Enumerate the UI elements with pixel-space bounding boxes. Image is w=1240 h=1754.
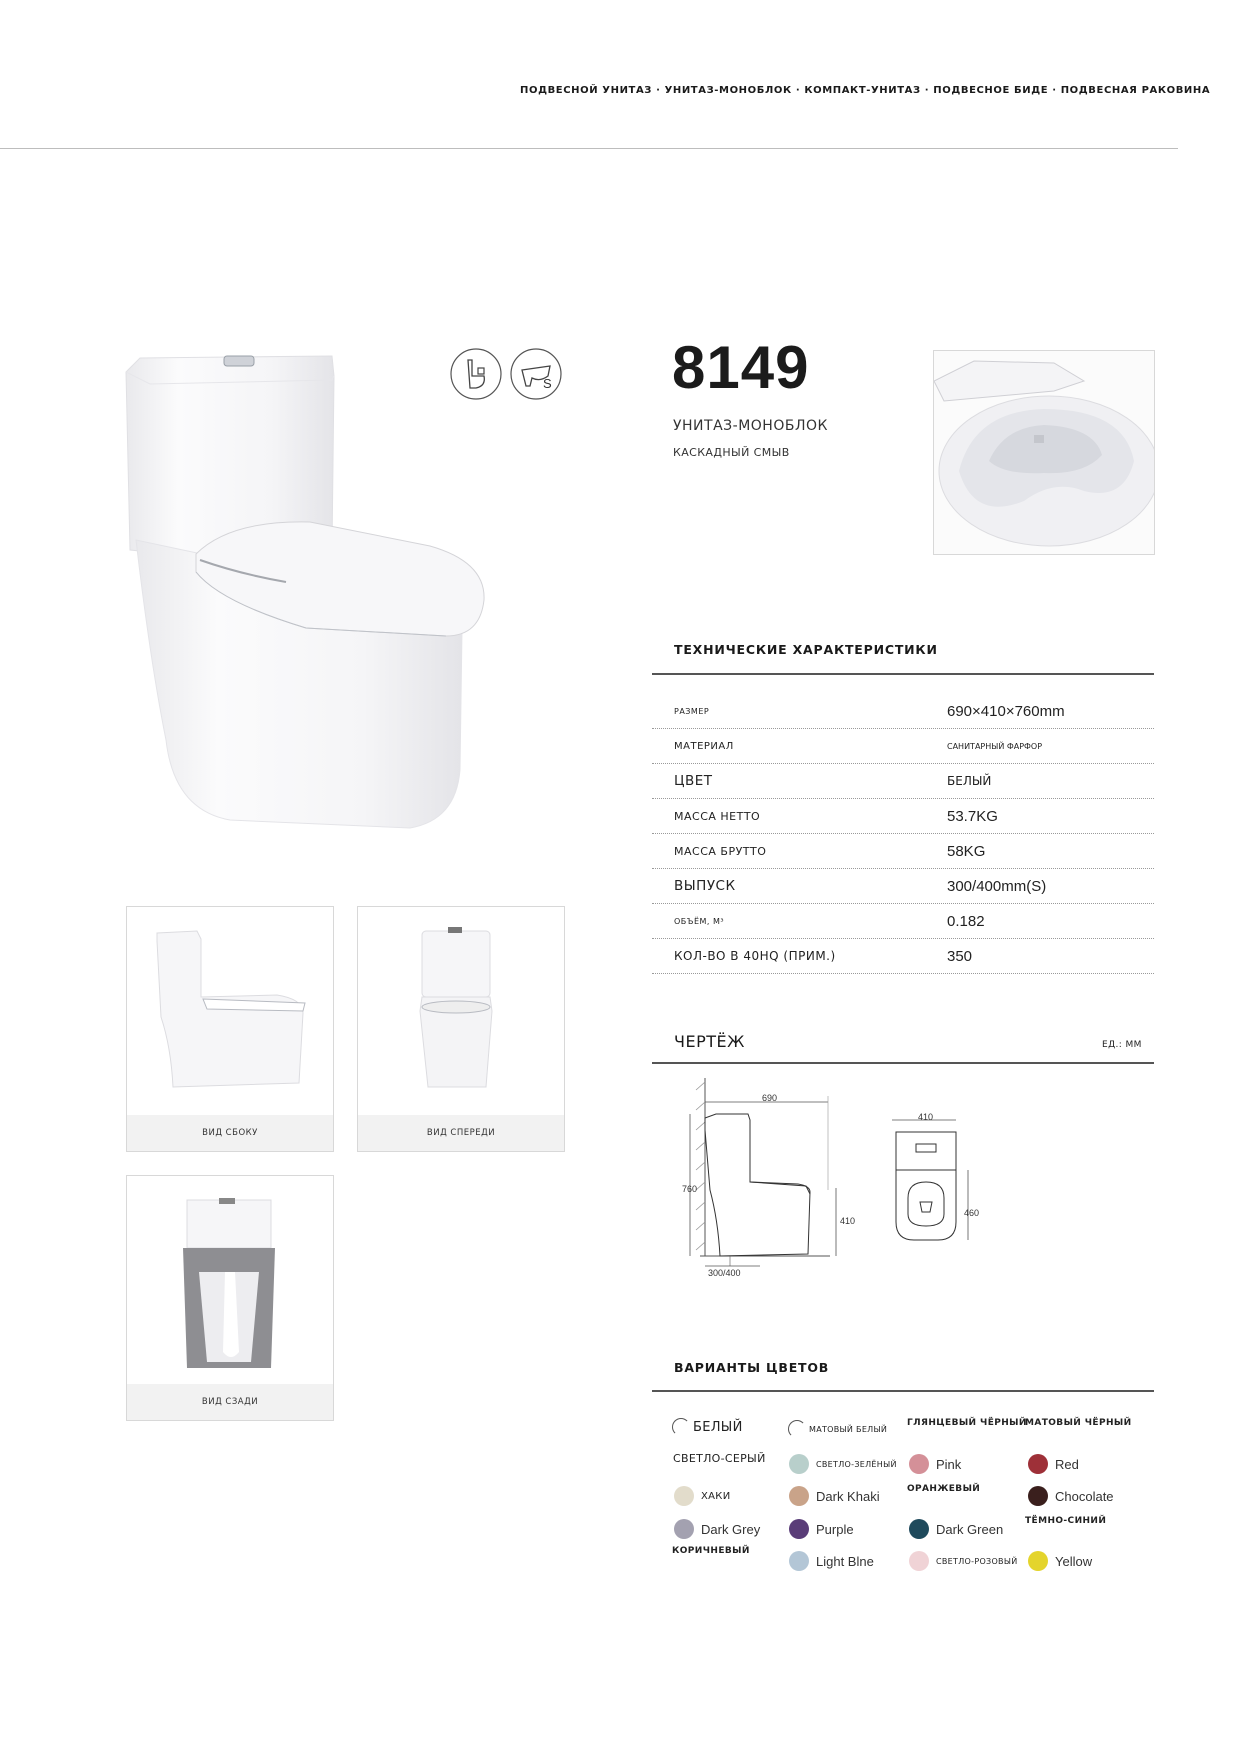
color-label: ОРАНЖЕВЫЙ [907, 1484, 981, 1494]
colors-title: ВАРИАНТЫ ЦВЕТОВ [674, 1360, 830, 1375]
color-label: Dark Green [936, 1521, 1004, 1537]
drawing-unit: ЕД.: ММ [1102, 1040, 1142, 1050]
dark-grey-swatch [674, 1519, 694, 1539]
spec-value: САНИТАРНЫЙ ФАРФОР [947, 741, 1043, 751]
dark-green-swatch [909, 1519, 929, 1539]
color-label: ТЁМНО-СИНИЙ [1025, 1516, 1107, 1526]
color-dark-khaki [789, 1486, 880, 1506]
color-label: КОРИЧНЕВЫЙ [672, 1546, 750, 1556]
pink-swatch [909, 1454, 929, 1474]
color-label: ГЛЯНЦЕВЫЙ ЧЁРНЫЙ [907, 1418, 1027, 1428]
color-label: Dark Grey [701, 1521, 761, 1537]
color-label: Yellow [1055, 1553, 1093, 1569]
color-chocolate [1028, 1486, 1114, 1506]
color-orange [907, 1484, 980, 1494]
color-label: СВЕТЛО-ЗЕЛЁНЫЙ [816, 1459, 897, 1469]
spec-row-outlet [652, 869, 1154, 904]
colors-rule [652, 1390, 1154, 1392]
color-light-blue [789, 1551, 874, 1571]
category-nav: ПОДВЕСНОЙ УНИТАЗ · УНИТАЗ-МОНОБЛОК · КОМПАКТ-УНИТАЗ · ПОДВЕСНОЕ БИДЕ · ПОДВЕСНАЯ РАКОВИНА [520, 85, 1211, 96]
color-label: МАТОВЫЙ ЧЁРНЫЙ [1025, 1418, 1132, 1428]
color-label: Light Blne [816, 1553, 874, 1569]
color-label: Pink [936, 1456, 962, 1472]
spec-label: МАТЕРИАЛ [674, 740, 734, 752]
color-label: МАТОВЫЙ БЕЛЫЙ [809, 1424, 888, 1434]
color-label: Dark Khaki [816, 1488, 880, 1504]
front-view-thumbnail [357, 906, 565, 1152]
spec-label: КОЛ-ВО В 40HQ (ПРИМ.) [674, 949, 836, 963]
color-matte-black [1025, 1418, 1132, 1428]
spec-row-container-qty [652, 939, 1154, 974]
color-label: Purple [816, 1521, 854, 1537]
color-matte-white [788, 1420, 887, 1438]
white-swatch-icon [672, 1418, 690, 1436]
red-swatch [1028, 1454, 1048, 1474]
color-pink [909, 1454, 961, 1474]
color-white [672, 1418, 743, 1436]
side-view-caption: ВИД СБОКУ [127, 1115, 333, 1151]
product-type: УНИТАЗ-МОНОБЛОК [673, 418, 828, 434]
color-label: Red [1055, 1456, 1079, 1472]
back-view-thumbnail [126, 1175, 334, 1421]
chocolate-swatch [1028, 1486, 1048, 1506]
color-dark-grey [674, 1519, 760, 1539]
spec-label: РАЗМЕР [674, 706, 710, 716]
water-saving-icon [450, 348, 502, 400]
color-purple [789, 1519, 854, 1539]
drawing-title: ЧЕРТЁЖ [674, 1032, 745, 1051]
color-label: СВЕТЛО-РОЗОВЫЙ [936, 1556, 1018, 1566]
light-pink-swatch [909, 1551, 929, 1571]
spec-value: БЕЛЫЙ [947, 774, 992, 788]
spec-label: МАССА БРУТТО [674, 844, 767, 858]
spec-row-color [652, 764, 1154, 799]
khaki-swatch [674, 1486, 694, 1506]
color-glossy-black [907, 1418, 1027, 1428]
s-trap-icon [510, 348, 562, 400]
spec-value: 690×410×760mm [947, 702, 1065, 720]
spec-label: ОБЪЁМ, М³ [674, 916, 725, 926]
yellow-swatch [1028, 1551, 1048, 1571]
spec-row-gross-weight [652, 834, 1154, 869]
svg-text:S: S [543, 376, 552, 391]
model-number: 8149 [672, 334, 810, 401]
color-dark-green [909, 1519, 1003, 1539]
dim-depth: 460 [964, 1208, 980, 1218]
color-label: СВЕТЛО-СЕРЫЙ [673, 1452, 766, 1465]
color-red [1028, 1454, 1079, 1474]
color-light-pink [909, 1551, 1018, 1571]
color-khaki [674, 1486, 730, 1506]
purple-swatch [789, 1519, 809, 1539]
header-divider [0, 148, 1178, 149]
dim-outlet: 300/400 [708, 1268, 741, 1278]
side-view-thumbnail [126, 906, 334, 1152]
drawing-rule [652, 1062, 1154, 1064]
specs-title: ТЕХНИЧЕСКИЕ ХАРАКТЕРИСТИКИ [674, 642, 938, 657]
dark-khaki-swatch [789, 1486, 809, 1506]
light-green-swatch [789, 1454, 809, 1474]
dim-length: 690 [762, 1093, 778, 1103]
specs-table [652, 694, 1154, 974]
spec-value: 58KG [947, 842, 986, 860]
color-light-grey [673, 1452, 766, 1465]
spec-value: 53.7KG [947, 807, 998, 825]
color-label: Chocolate [1055, 1488, 1114, 1504]
spec-value: 300/400mm(S) [947, 877, 1047, 895]
dim-seat-height: 410 [840, 1216, 856, 1226]
bowl-detail-image [933, 350, 1155, 555]
color-label: БЕЛЫЙ [693, 1419, 743, 1435]
color-dark-blue [1025, 1516, 1106, 1526]
main-product-image [110, 340, 510, 830]
spec-label: ВЫПУСК [674, 878, 736, 894]
spec-row-size [652, 694, 1154, 729]
matte-white-swatch-icon [788, 1420, 806, 1438]
spec-label: МАССА НЕТТО [674, 809, 761, 823]
flush-type: КАСКАДНЫЙ СМЫВ [673, 446, 790, 459]
spec-value: 0.182 [947, 912, 985, 930]
light-blue-swatch [789, 1551, 809, 1571]
back-view-caption: ВИД СЗАДИ [127, 1384, 333, 1420]
front-view-caption: ВИД СПЕРЕДИ [358, 1115, 564, 1151]
spec-label: ЦВЕТ [674, 773, 713, 789]
color-yellow [1028, 1551, 1092, 1571]
spec-value: 350 [947, 947, 973, 965]
technical-drawing [660, 1070, 990, 1290]
dim-height: 760 [682, 1184, 698, 1194]
spec-row-material [652, 729, 1154, 764]
spec-row-net-weight [652, 799, 1154, 834]
color-light-green [789, 1454, 897, 1474]
color-label: ХАКИ [701, 1490, 731, 1502]
dim-width: 410 [918, 1112, 934, 1122]
color-brown [672, 1546, 750, 1556]
spec-row-volume [652, 904, 1154, 939]
specs-rule [652, 673, 1154, 675]
